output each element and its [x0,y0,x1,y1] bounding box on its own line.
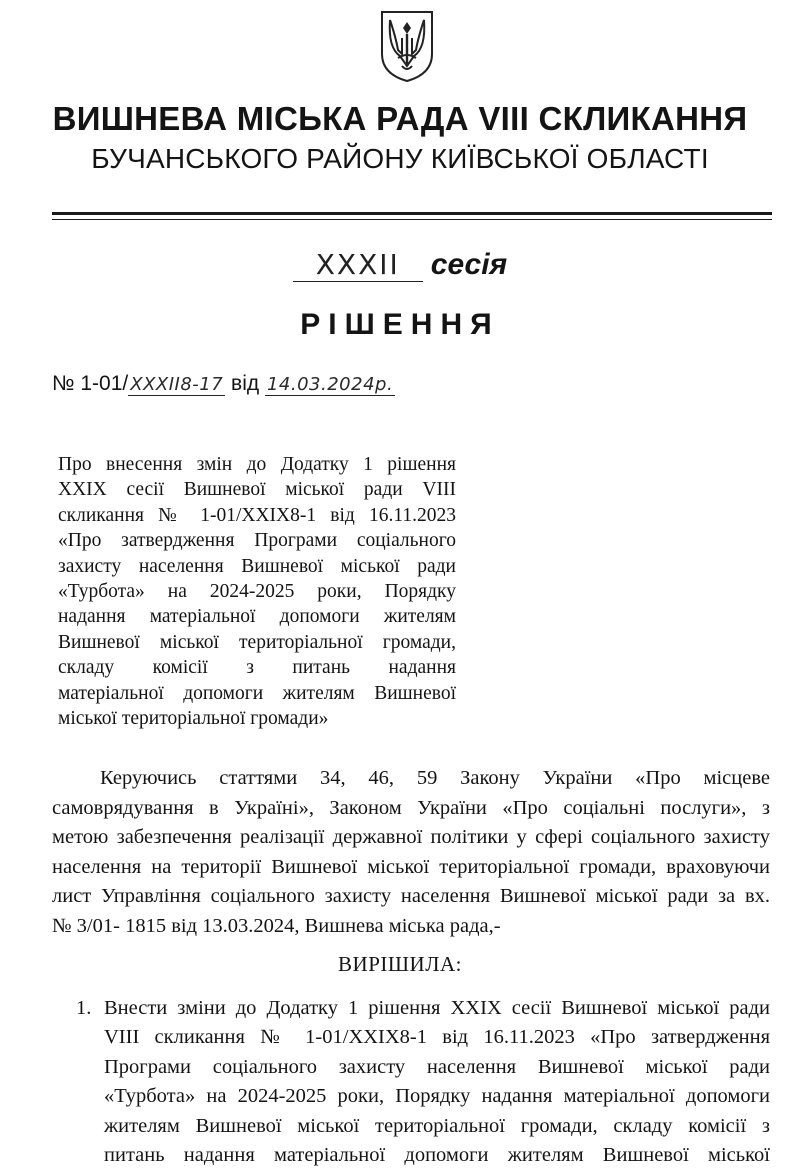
resolved-heading: ВИРІШИЛА: [338,952,462,976]
item-line: Внести зміни до Додатку 1 рішення XXIX сесії Вишневої міської ради [104,997,770,1019]
decision-title: РІШЕННЯ [300,308,500,341]
subject-line: надання матеріальної допомоги жителям [58,606,456,628]
decision-number-line [52,372,752,396]
session-label: сесія [430,248,508,281]
preamble-line: Керуючись статтями 34, 46, 59 Закону України «Про місцеве [100,767,770,789]
trident-coat-of-arms-icon [378,8,436,84]
session-line [0,248,800,282]
item-line: жителям Вишневої міської територіальної громади, складу комісії з [104,1114,770,1137]
decision-number-handwritten: XXXII8-17 [130,374,224,395]
subject-line: скликання № 1-01/XXIX8-1 від 16.11.2023 [58,504,456,526]
header-divider-thin [52,219,772,220]
subject-line: Про внесення змін до Додатку 1 рішення [58,454,456,475]
subject-line: XXIX сесії Вишневої міської ради VIII [58,479,456,501]
decision-subject [58,452,456,731]
preamble-line: самоврядування в Україні», Законом України «Про соціальні послуги», з [52,796,770,819]
decision-date-handwritten: 14.03.2024р. [266,374,394,395]
decision-number-prefix: № 1-01/ [52,372,129,395]
item-number: 1. [76,997,92,1019]
item-line: питань надання матеріальної допомоги жителям Вишневої міської [104,1144,770,1167]
subject-line: Вишневої міської територіальної громади, [58,631,456,653]
preamble-line: населення на території Вишневої міської територіальної громади, враховуючи [52,855,770,878]
council-name: ВИШНЕВА МІСЬКА РАДА VIII СКЛИКАННЯ [52,100,748,137]
subject-line: складу комісії з питань надання [58,657,456,679]
preamble-line: № 3/01- 1815 від 13.03.2024, Вишнева міська рада,- [52,914,501,937]
preamble-line: метою забезпечення реалізації державної політики у сфері соціального захисту [52,826,770,849]
preamble-paragraph [52,764,770,942]
item-text [104,994,770,1170]
subject-line: матеріальної допомоги жителям Вишневої [58,682,456,704]
subject-line: міської територіальної громади» [58,708,329,730]
subject-line: «Про затвердження Програми соціального [58,530,456,552]
decision-date-label: від [231,372,260,395]
subject-line: захисту населення Вишневої міської ради [58,555,456,577]
item-line: Програми соціального захисту населення Вишневої міської ради [104,1055,770,1078]
subject-line: «Турбота» на 2024-2025 роки, Порядку [58,581,456,603]
council-region: БУЧАНСЬКОГО РАЙОНУ КИЇВСЬКОЇ ОБЛАСТІ [91,143,709,174]
header-divider-thick [52,212,772,215]
item-line: «Турбота» на 2024-2025 роки, Порядку надання матеріальної допомоги [104,1085,770,1108]
preamble-line: лист Управління соціального захисту населення Вишневої міської ради за вх. [52,885,770,908]
session-number: XXXII [293,248,423,282]
item-line: VIII скликання № 1-01/XXIX8-1 від 16.11.2023 «Про затвердження [104,1026,770,1049]
